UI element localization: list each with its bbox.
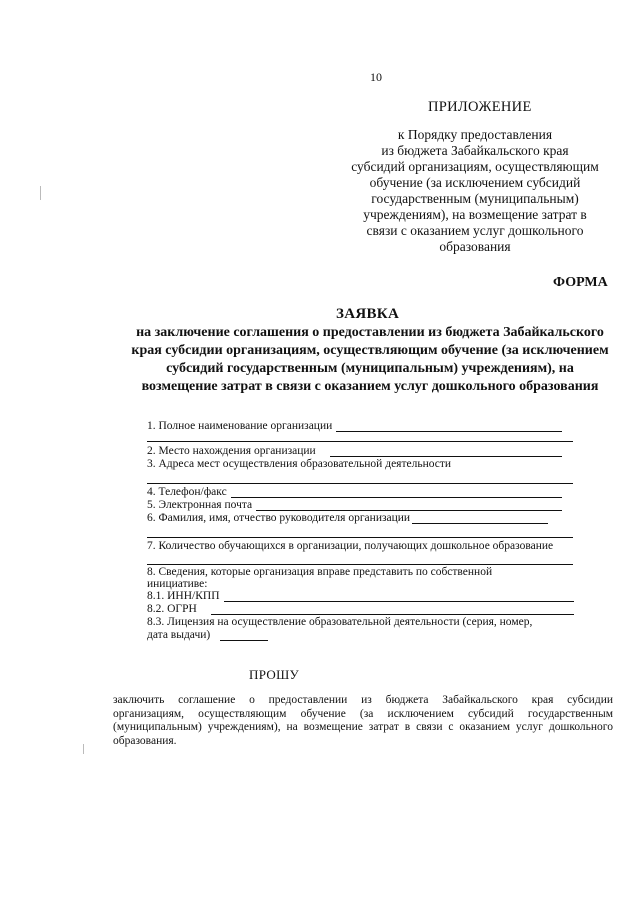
field-license-label-cont: дата выдачи) [147, 629, 211, 641]
field-director-line-2[interactable] [147, 537, 573, 538]
field-addresses-label: 3. Адреса мест осуществления образовательной деятельности [147, 458, 452, 470]
request-line: образования. [113, 734, 177, 747]
field-students-line[interactable] [147, 564, 573, 565]
field-full-name-line-2[interactable] [147, 441, 573, 442]
field-full-name-label: 1. Полное наименование организации [147, 420, 333, 432]
request-line: заключить соглашение о предоставлении из бюджета Забайкальского края субсидии [113, 694, 613, 706]
field-director-label: 6. Фамилия, имя, отчество руководителя организации [147, 512, 411, 524]
field-license-label: 8.3. Лицензия на осуществление образовательной деятельности (серия, номер, [147, 616, 533, 628]
field-phone-line[interactable] [231, 497, 562, 498]
field-ogrn-line[interactable] [211, 614, 574, 615]
document-heading: ЗАЯВКА [336, 306, 400, 322]
request-word: ПРОШУ [249, 667, 299, 682]
field-addresses-line[interactable] [147, 483, 573, 484]
appendix-line: к Порядку предоставления [397, 127, 553, 142]
subheading-line: на заключение соглашения о предоставлении из бюджета Забайкальского [136, 325, 604, 340]
appendix-line: учреждениям), на возмещение затрат в [363, 207, 587, 222]
appendix-line: из бюджета Забайкальского края [381, 143, 569, 158]
subheading-line: возмещение затрат в связи с оказанием услуг дошкольного образования [141, 379, 599, 394]
appendix-line: обучение (за исключением субсидий [369, 175, 581, 190]
field-license-line[interactable] [220, 640, 268, 641]
scan-artifact [83, 744, 84, 754]
field-full-name-line[interactable] [336, 431, 562, 432]
request-line: (муниципальным) учреждениям), на возмещение затрат в связи с оказанием услуг дошкольного [113, 721, 613, 733]
field-info-label: 8. Сведения, которые организация вправе представить по собственной [147, 566, 493, 578]
appendix-text [340, 127, 610, 255]
document-subheading [100, 324, 640, 396]
appendix-line: субсидий организациям, осуществляющим [351, 159, 599, 174]
field-inn-line[interactable] [224, 601, 574, 602]
field-ogrn-label: 8.2. ОГРН [147, 603, 197, 615]
field-location-label: 2. Место нахождения организации [147, 445, 316, 457]
appendix-title: ПРИЛОЖЕНИЕ [428, 99, 532, 115]
appendix-line: образования [439, 239, 511, 254]
scan-artifact [40, 186, 41, 200]
field-email-line[interactable] [256, 510, 562, 511]
page-number: 10 [370, 70, 382, 84]
field-phone-label: 4. Телефон/факс [147, 486, 227, 498]
subheading-line: субсидий государственным (муниципальным) учреждениям), на [166, 361, 574, 376]
appendix-line: государственным (муниципальным) [371, 191, 579, 206]
field-director-line[interactable] [412, 523, 548, 524]
field-inn-label: 8.1. ИНН/КПП [147, 590, 220, 602]
form-label: ФОРМА [553, 275, 608, 290]
field-email-label: 5. Электронная почта [147, 499, 253, 511]
appendix-line: связи с оказанием услуг дошкольного [366, 223, 584, 238]
field-info-label-cont: инициативе: [147, 578, 208, 590]
field-location-line[interactable] [330, 456, 562, 457]
request-body [113, 694, 613, 748]
request-line: организациям, осуществляющим обучение (за исключением субсидий государственным [113, 707, 613, 720]
subheading-line: края субсидии организациям, осуществляющим обучение (за исключением [131, 343, 609, 358]
field-students-label: 7. Количество обучающихся в организации, получающих дошкольное образование [147, 540, 554, 552]
